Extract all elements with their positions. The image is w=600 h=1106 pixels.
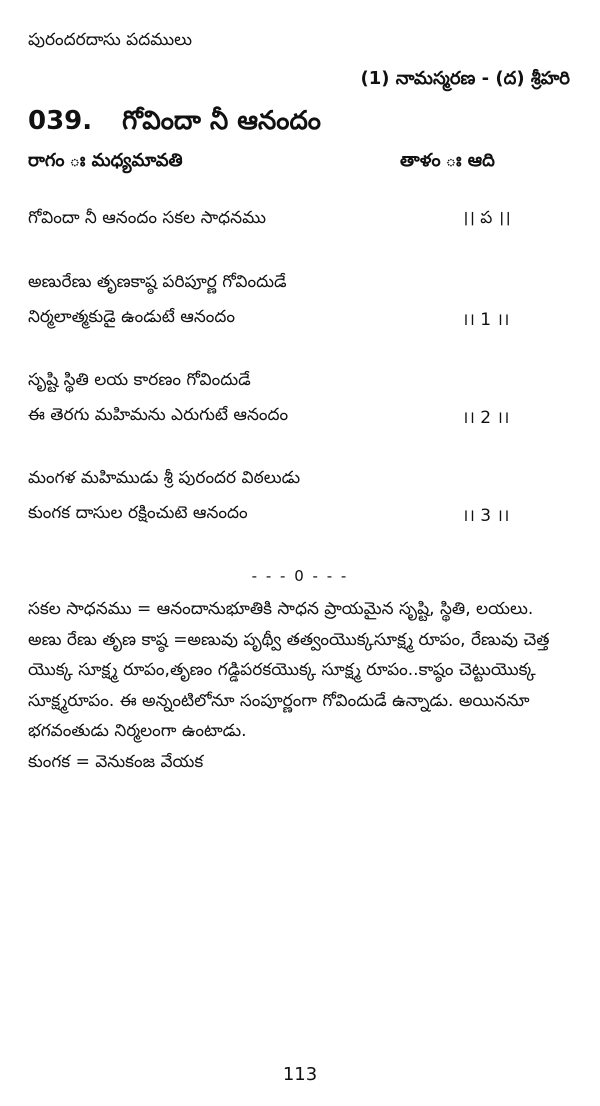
glossary-note: అణు రేణు తృణ కాష్ఠ =అణువు పృథ్వీ తత్వంయొక్కసూక్ష్మ రూపం, రేణువు చెత్త యొక్క సూక్ష్మ రూపం,తృణం గడ్డిపరకయొక్క సూక్ష్మ రూపం..కాష్ఠం చెట్టుయొక్క సూక్ష్మరూపం. ఈ అన్నంటిలోనూ సంపూర్ణంగా గోవిందుడే ఉన్నాడు. అయిననూ భగవంతుడు నిర్మలంగా ఉంటాడు. (28, 629, 550, 741)
verse-line: మంగళ మహిముడు శ్రీ పురందర విఠలుడు (28, 468, 301, 488)
verse-line: కుంగక దాసుల రక్షించుటె ఆనందం (28, 503, 248, 523)
verse-marker: ।। 2 ।। (462, 408, 510, 428)
raga-label: రాగం ః మధ్యమావతి (28, 150, 183, 171)
running-head: పురందరదాసు పదములు (28, 30, 193, 50)
verse-line: గోవిందా నీ ఆనందం సకల సాధనము (28, 208, 266, 228)
verse-line: నిర్మలాత్మకుడై ఉండుటే ఆనందం (28, 307, 236, 327)
verse-line: సృష్టి స్థితి లయ కారణం గోవిందుడే (28, 370, 251, 390)
verse-line: అణురేణు తృణకాష్ఠ పరిపూర్ణ గోవిందుడే (28, 272, 287, 292)
section-reference: (1) నామస్మరణ - (ద) శ్రీహరి (360, 68, 570, 89)
glossary-notes (28, 594, 588, 777)
glossary-note: సకల సాధనము = ఆనందానుభూతికి సాధన ప్రాయమైన సృష్టి, స్థితి, లయలు. (28, 599, 534, 619)
tala-label: తాళం ః ఆది (400, 150, 495, 171)
verse-marker: ।। ప ।। (462, 208, 511, 228)
song-title: గోవిందా నీ ఆనందం (122, 106, 321, 136)
verse-marker: ।। 3 ।। (462, 506, 510, 526)
section-divider: - - - 0 - - - (251, 567, 349, 585)
glossary-note: కుంగక = వెనుకంజ వేయక (28, 751, 204, 772)
page-number: 113 (282, 1064, 318, 1085)
song-number: 039. (28, 106, 93, 136)
verse-marker: ।। 1 ।। (462, 310, 510, 330)
song-heading (28, 106, 321, 142)
verse-line: ఈ తెరగు మహిమను ఎరుగుటే ఆనందం (28, 405, 289, 425)
